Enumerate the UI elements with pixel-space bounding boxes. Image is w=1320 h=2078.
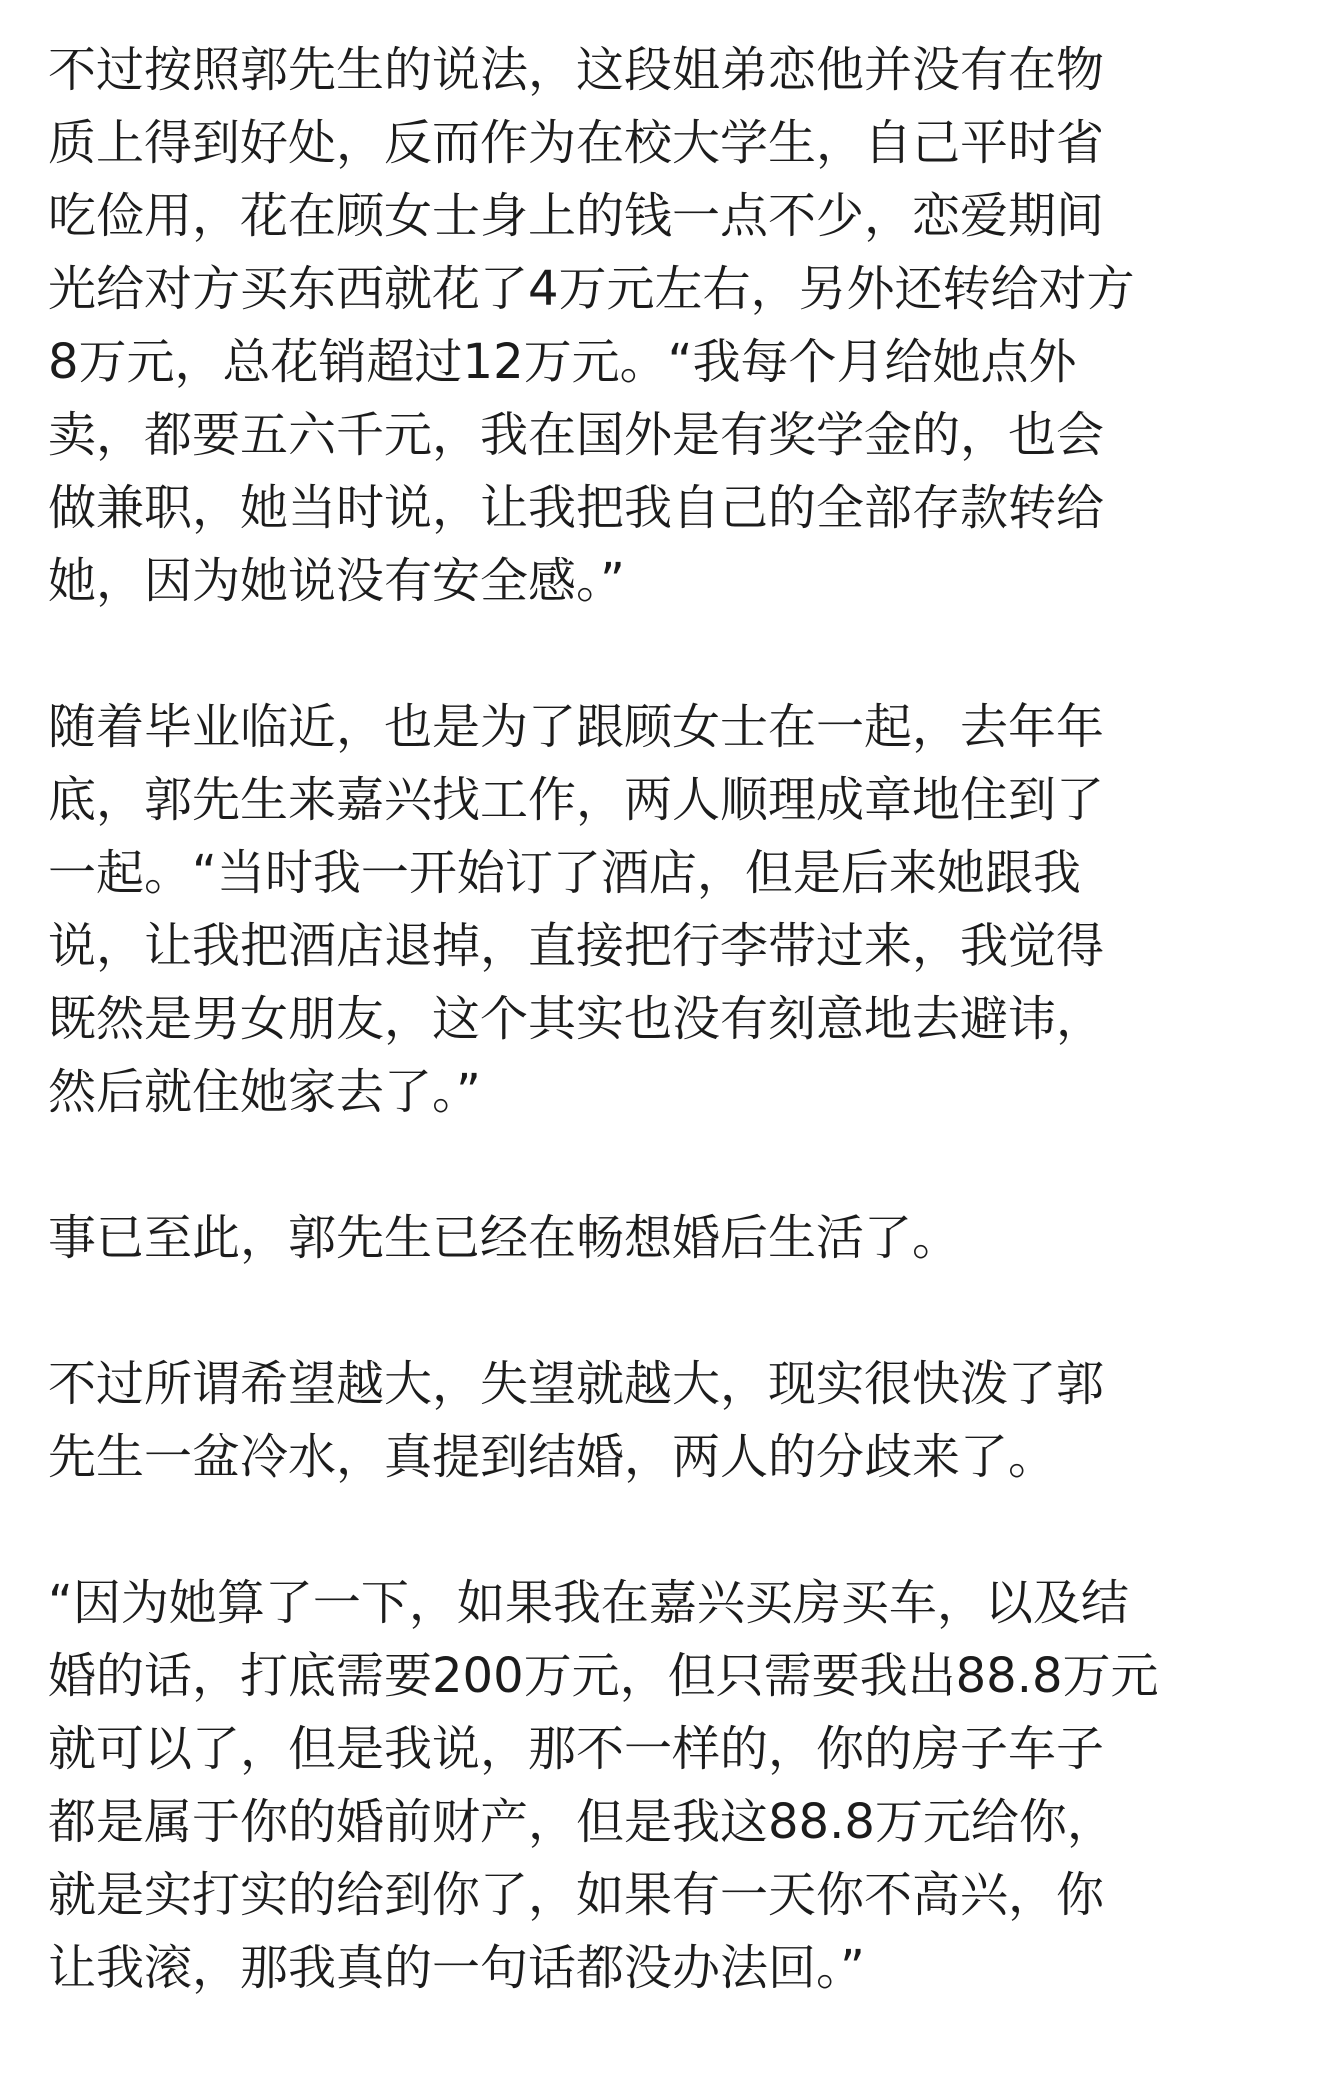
text-line: 质上得到好处，反而作为在校大学生，自己平时省: [48, 115, 1105, 171]
text-line: 吃俭用，花在顾女士身上的钱一点不少，恋爱期间: [48, 188, 1105, 244]
paragraph-3: [48, 1202, 1288, 1275]
text-line: 先生一盆冷水，真提到结婚，两人的分歧来了。: [48, 1429, 1057, 1485]
text-line: 婚的话，打底需要200万元，但只需要我出88.8万元: [48, 1648, 1159, 1704]
text-line: 让我滚，那我真的一句话都没办法回。”: [48, 1940, 865, 1996]
text-line: 她，因为她说没有安全感。”: [48, 553, 625, 609]
text-line: 随着毕业临近，也是为了跟顾女士在一起，去年年: [48, 699, 1105, 755]
article-body: [48, 34, 1288, 2078]
text-line: 做兼职，她当时说，让我把我自己的全部存款转给: [48, 480, 1105, 536]
text-line: 不过所谓希望越大，失望就越大，现实很快泼了郭: [48, 1356, 1105, 1412]
text-line: 一起。“当时我一开始订了酒店，但是后来她跟我: [48, 845, 1081, 901]
text-line: 底，郭先生来嘉兴找工作，两人顺理成章地住到了: [48, 772, 1105, 828]
paragraph-4: [48, 1348, 1288, 1494]
text-line: 都是属于你的婚前财产，但是我这88.8万元给你，: [48, 1794, 1115, 1850]
paragraph-2: [48, 691, 1288, 1129]
text-line: 不过按照郭先生的说法，这段姐弟恋他并没有在物: [48, 42, 1105, 98]
text-line: 既然是男女朋友，这个其实也没有刻意地去避讳，: [48, 991, 1105, 1047]
text-line: “因为她算了一下，如果我在嘉兴买房买车，以及结: [48, 1575, 1129, 1631]
text-line: 说，让我把酒店退掉，直接把行李带过来，我觉得: [48, 918, 1105, 974]
text-line: 事已至此，郭先生已经在畅想婚后生活了。: [48, 1210, 961, 1266]
text-line: 光给对方买东西就花了4万元左右，另外还转给对方: [48, 261, 1135, 317]
text-line: 就可以了，但是我说，那不一样的，你的房子车子: [48, 1721, 1105, 1777]
text-line: 然后就住她家去了。”: [48, 1064, 481, 1120]
paragraph-5: [48, 1567, 1288, 2005]
paragraph-1: [48, 34, 1288, 618]
text-line: 8万元，总花销超过12万元。“我每个月给她点外: [48, 334, 1077, 390]
text-line: 卖，都要五六千元，我在国外是有奖学金的，也会: [48, 407, 1105, 463]
text-line: 就是实打实的给到你了，如果有一天你不高兴，你: [48, 1867, 1105, 1923]
